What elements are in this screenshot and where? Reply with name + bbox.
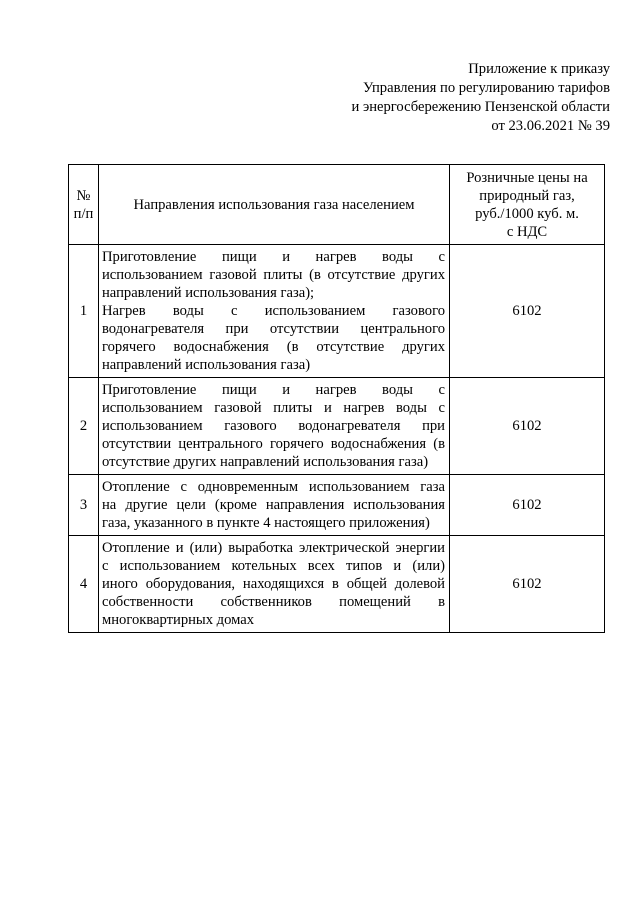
appendix-header xyxy=(351,60,610,136)
direction-line: на другие цели (кроме направления использования xyxy=(102,497,445,513)
header-number-line: № xyxy=(76,187,91,204)
appendix-line: Приложение к приказу xyxy=(468,61,610,77)
table-header-row xyxy=(69,165,605,245)
direction-line: иного оборудования, находящихся в общей долевой xyxy=(102,576,445,592)
table-row xyxy=(69,245,605,378)
row-direction xyxy=(99,245,450,378)
row-direction xyxy=(99,536,450,633)
direction-line: собственности собственников помещений в xyxy=(102,594,445,610)
direction-line: использованием газовой плиты и нагрев воды с xyxy=(102,400,445,416)
header-price-line: Розничные цены на xyxy=(466,169,588,186)
direction-line: Приготовление пищи и нагрев воды с xyxy=(102,249,445,265)
row-number: 1 xyxy=(69,245,99,378)
row-number: 2 xyxy=(69,378,99,475)
row-price: 6102 xyxy=(450,245,605,378)
direction-line: водонагревателя при отсутствии центрального xyxy=(102,321,445,337)
header-direction: Направления использования газа населением xyxy=(99,165,450,245)
tariff-table xyxy=(68,164,605,633)
direction-line: отсутствии центрального горячего водоснабжения (в xyxy=(102,436,445,452)
header-price-line: руб./1000 куб. м. xyxy=(475,205,579,222)
direction-line: горячего водоснабжения (в отсутствие других xyxy=(102,339,445,355)
appendix-line: от 23.06.2021 № 39 xyxy=(491,118,610,134)
appendix-line: Управления по регулированию тарифов xyxy=(362,80,610,96)
row-price: 6102 xyxy=(450,475,605,536)
direction-line: Отопление с одновременным использованием газа xyxy=(102,479,445,495)
header-price-line: природный газ, xyxy=(479,187,575,204)
row-price: 6102 xyxy=(450,378,605,475)
direction-line: многоквартирных домах xyxy=(102,612,255,628)
header-price xyxy=(450,165,605,245)
header-number xyxy=(69,165,99,245)
row-price: 6102 xyxy=(450,536,605,633)
header-number-line: п/п xyxy=(73,205,94,222)
direction-line: Отопление и (или) выработка электрической энергии xyxy=(102,540,445,556)
direction-line: направлений использования газа) xyxy=(102,357,311,373)
direction-line: Приготовление пищи и нагрев воды с xyxy=(102,382,445,398)
direction-line: использованием газового водонагревателя при xyxy=(102,418,445,434)
row-number: 3 xyxy=(69,475,99,536)
table-row xyxy=(69,536,605,633)
direction-line: Нагрев воды с использованием газового xyxy=(102,303,445,319)
table-row xyxy=(69,378,605,475)
direction-line: использованием газовой плиты (в отсутствие других xyxy=(102,267,445,283)
row-direction xyxy=(99,475,450,536)
direction-line: направлений использования газа); xyxy=(102,285,315,301)
header-price-line: с НДС xyxy=(506,223,548,240)
row-number: 4 xyxy=(69,536,99,633)
direction-line: с использованием котельных всех типов и (или) xyxy=(102,558,445,574)
direction-line: отсутствие других направлений использования газа) xyxy=(102,454,429,470)
appendix-line: и энергосбережению Пензенской области xyxy=(351,99,610,115)
table-row xyxy=(69,475,605,536)
direction-line: газа, указанного в пункте 4 настоящего приложения) xyxy=(102,515,430,531)
row-direction xyxy=(99,378,450,475)
